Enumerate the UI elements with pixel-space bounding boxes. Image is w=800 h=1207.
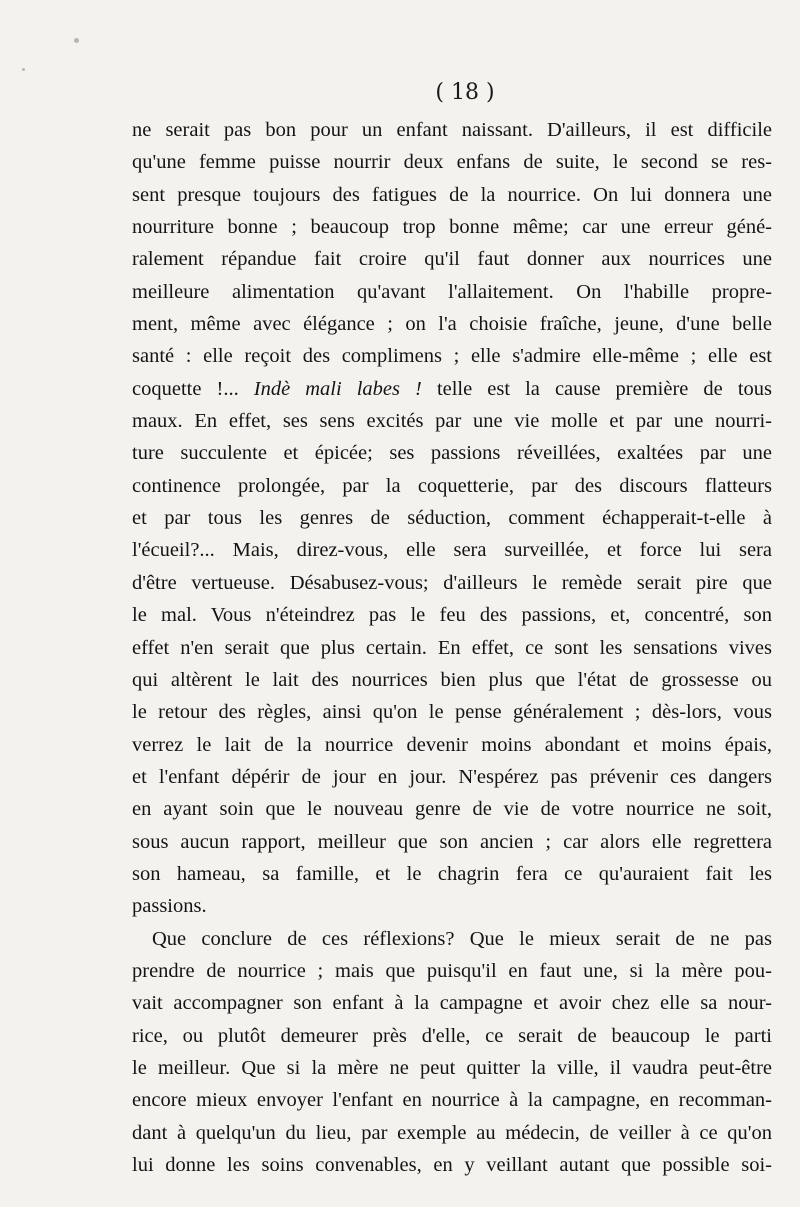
text-line: qu'une femme puisse nourrir deux enfans de suite, le second se res- [132,151,772,174]
text-line: le retour des règles, ainsi qu'on le pense généralement ; dès-lors, vous [132,701,772,724]
text-line: Que conclure de ces réflexions? Que le mieux serait de ne pas [152,927,772,950]
text-line: santé : elle reçoit des complimens ; elle s'admire elle-même ; elle est [132,345,772,368]
text-line: rice, ou plutôt demeurer près d'elle, ce serait de beaucoup le parti [132,1024,772,1047]
text-line: en ayant soin que le nouveau genre de vie de votre nourrice ne soit, [132,798,772,821]
page-number: ( 18 ) [435,80,495,105]
text-line-with-italic [132,373,772,405]
text-line: ment, même avec élégance ; on l'a choisie fraîche, jeune, d'une belle [132,313,772,336]
paper-speck [22,68,25,71]
text-line: nourriture bonne ; beaucoup trop bonne même; car une erreur géné- [132,216,772,239]
page-body [132,114,772,1181]
text-line: sous aucun rapport, meilleur que son ancien ; car alors elle regrettera [132,830,772,853]
text-line: ralement répandue fait croire qu'il faut donner aux nourrices une [132,248,772,271]
text-line: et l'enfant dépérir de jour en jour. N'espérez pas prévenir ces dangers [132,765,772,788]
text-line: prendre de nourrice ; mais que puisqu'il en faut une, si la mère pou- [132,959,772,982]
text-line: maux. En effet, ses sens excités par une vie molle et par une nourri- [132,410,772,433]
text-line: son hameau, sa famille, et le chagrin fera ce qu'auraient fait les [132,862,772,885]
text-line: meilleure alimentation qu'avant l'allaitement. On l'habille propre- [132,280,772,303]
text-line: ne serait pas bon pour un enfant naissant. D'ailleurs, il est difficile [132,119,772,141]
text-line: sent presque toujours des fatigues de la nourrice. On lui donnera une [132,183,772,206]
text-line: verrez le lait de la nourrice devenir moins abondant et moins épais, [132,733,772,756]
text-line: passions. [132,895,207,918]
text-line: dant à quelqu'un du lieu, par exemple au médecin, de veiller à ce qu'on [132,1121,772,1144]
latin-quotation: Indè mali labes ! [253,377,422,400]
text-line: d'être vertueuse. Désabusez-vous; d'ailleurs le remède serait pire que [132,571,772,594]
text-line: qui altèrent le lait des nourrices bien plus que l'état de grossesse ou [132,668,772,691]
text-line: vait accompagner son enfant à la campagne et avoir chez elle sa nour- [132,992,772,1015]
text-line: ture succulente et épicée; ses passions réveillées, exaltées par une [132,442,772,465]
text-segment: telle est la cause première de tous [421,377,772,400]
text-line: encore mieux envoyer l'enfant en nourrice à la campagne, en recomman- [132,1089,772,1112]
text-line: le meilleur. Que si la mère ne peut quitter la ville, il vaudra peut-être [132,1056,772,1079]
paper-speck [74,38,79,43]
text-line: et par tous les genres de séduction, comment échapperait-t-elle à [132,507,772,530]
text-line: l'écueil?... Mais, direz-vous, elle sera surveillée, et force lui sera [132,539,772,562]
text-line: lui donne les soins convenables, en y veillant autant que possible soi- [132,1154,772,1176]
text-line: le mal. Vous n'éteindrez pas le feu des passions, et, concentré, son [132,604,772,627]
text-segment: coquette !... [132,377,254,400]
text-line: effet n'en serait que plus certain. En effet, ce sont les sensations vives [132,636,772,659]
text-line: continence prolongée, par la coquetterie, par des discours flatteurs [132,474,772,497]
